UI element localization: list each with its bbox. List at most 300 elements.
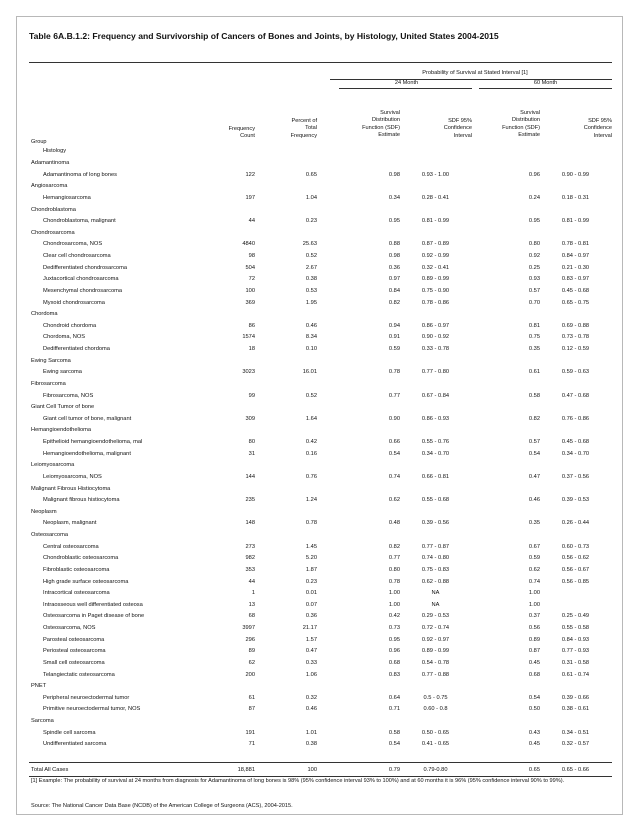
row-sdf60-ci bbox=[540, 716, 611, 728]
group-label: Neoplasm bbox=[31, 508, 57, 515]
table-row bbox=[31, 739, 611, 751]
row-sdf24-ci: 0.86 - 0.93 bbox=[421, 415, 450, 422]
row-sdf24-estimate: 0.83 bbox=[388, 671, 400, 678]
row-sdf24-ci: 0.55 - 0.68 bbox=[421, 497, 450, 504]
row-sdf24-ci: 0.60 - 0.8 bbox=[423, 706, 448, 713]
group-label: PNET bbox=[31, 683, 47, 690]
row-sdf60-estimate: 0.93 bbox=[528, 276, 540, 283]
group-row bbox=[31, 402, 611, 414]
row-sdf24-estimate bbox=[317, 402, 400, 414]
row-sdf60-estimate bbox=[471, 530, 540, 542]
row-sdf24-ci: 0.90 - 0.92 bbox=[421, 334, 450, 341]
row-sdf60-estimate: 0.35 bbox=[528, 346, 540, 352]
group-label: Adamantinoma bbox=[31, 160, 70, 166]
row-sdf24-estimate: 0.36 bbox=[388, 264, 400, 271]
row-sdf60-ci: 0.77 - 0.93 bbox=[561, 648, 590, 655]
row-sdf24-ci: 0.54 - 0.78 bbox=[421, 659, 450, 666]
row-count: 71 bbox=[248, 741, 255, 748]
row-percent bbox=[255, 228, 317, 240]
sdf24-estimate-header: Survival Distribution Function (SDF) Estimate bbox=[362, 110, 400, 139]
row-count: 504 bbox=[245, 264, 255, 271]
row-sdf60-estimate: 0.57 bbox=[528, 439, 540, 445]
row-sdf60-ci: 0.56 - 0.62 bbox=[561, 555, 590, 562]
table-row bbox=[31, 239, 611, 251]
row-percent: 0.42 bbox=[305, 439, 317, 445]
group-row bbox=[31, 205, 611, 217]
group-label: Hemangioendothelioma bbox=[31, 427, 92, 434]
row-sdf60-ci: 0.84 - 0.97 bbox=[561, 253, 590, 259]
total-ci24: 0.79-0.80 bbox=[423, 767, 448, 773]
row-percent: 0.78 bbox=[305, 520, 317, 527]
row-sdf24-ci: 0.41 - 0.65 bbox=[421, 741, 450, 748]
table-row bbox=[31, 216, 611, 228]
row-percent bbox=[255, 379, 317, 391]
group-label: Ewing Sarcoma bbox=[31, 357, 71, 364]
row-sdf24-ci bbox=[400, 379, 471, 391]
row-count: 4840 bbox=[242, 241, 255, 248]
row-percent: 0.23 bbox=[305, 578, 317, 585]
row-sdf24-ci: 0.87 - 0.89 bbox=[421, 241, 450, 248]
row-count: 89 bbox=[248, 648, 255, 655]
row-percent: 0.53 bbox=[305, 287, 317, 294]
row-sdf24-ci: 0.50 - 0.65 bbox=[421, 729, 450, 736]
row-count bbox=[211, 716, 255, 728]
row-sdf24-estimate: 0.88 bbox=[388, 241, 400, 248]
row-sdf24-ci: 0.34 - 0.70 bbox=[421, 450, 450, 457]
row-percent bbox=[255, 484, 317, 496]
row-sdf60-ci bbox=[540, 600, 611, 612]
histology-label: Neoplasm, malignant bbox=[43, 520, 97, 527]
row-sdf24-estimate bbox=[317, 309, 400, 321]
row-sdf60-estimate bbox=[471, 507, 540, 519]
row-sdf60-ci bbox=[540, 309, 611, 321]
row-sdf60-ci: 0.32 - 0.57 bbox=[561, 741, 590, 748]
row-sdf24-estimate: 0.71 bbox=[388, 706, 400, 713]
row-percent: 1.87 bbox=[305, 566, 317, 573]
group-row bbox=[31, 309, 611, 321]
row-percent: 0.38 bbox=[305, 276, 317, 283]
histology-label: Peripheral neuroectodermal tumor bbox=[43, 694, 130, 701]
row-percent: 0.52 bbox=[305, 253, 317, 259]
row-count: 1574 bbox=[242, 334, 255, 341]
histology-label: Fibrosarcoma, NOS bbox=[43, 392, 94, 399]
row-sdf24-ci: 0.67 - 0.84 bbox=[421, 392, 450, 399]
row-sdf60-ci: 0.26 - 0.44 bbox=[561, 520, 590, 527]
row-sdf60-ci: 0.84 - 0.93 bbox=[561, 636, 590, 643]
row-sdf60-ci bbox=[540, 484, 611, 496]
table-row bbox=[31, 588, 611, 600]
histology-label: Leiomyosarcoma, NOS bbox=[43, 473, 102, 480]
row-sdf60-ci: 0.73 - 0.78 bbox=[561, 334, 590, 341]
row-count: 3023 bbox=[242, 369, 255, 376]
group-row bbox=[31, 484, 611, 496]
group-label: Chondrosarcoma bbox=[31, 229, 75, 236]
row-sdf60-estimate: 0.37 bbox=[528, 613, 540, 620]
row-count: 353 bbox=[245, 566, 255, 573]
row-sdf60-estimate: 0.50 bbox=[528, 706, 540, 713]
row-sdf60-estimate: 0.24 bbox=[528, 194, 540, 201]
row-sdf60-ci: 0.45 - 0.68 bbox=[561, 287, 590, 294]
histology-label: Primitive neuroectodermal tumor, NOS bbox=[43, 706, 141, 713]
row-percent bbox=[255, 530, 317, 542]
histology-label: Undifferentiated sarcoma bbox=[43, 741, 107, 748]
row-percent: 0.16 bbox=[305, 450, 317, 457]
row-sdf60-estimate: 0.45 bbox=[528, 741, 540, 748]
row-sdf60-estimate: 0.95 bbox=[528, 218, 540, 225]
title-rule bbox=[29, 62, 612, 63]
month24-rule bbox=[339, 88, 472, 89]
row-percent: 0.46 bbox=[305, 322, 317, 329]
row-sdf24-ci: 0.32 - 0.41 bbox=[421, 264, 450, 271]
row-sdf60-ci bbox=[540, 402, 611, 414]
row-sdf24-estimate: 0.34 bbox=[388, 194, 400, 201]
row-sdf24-ci: 0.66 - 0.81 bbox=[421, 473, 450, 480]
row-count: 61 bbox=[248, 694, 255, 701]
row-sdf24-estimate: 0.54 bbox=[388, 741, 400, 748]
row-sdf24-estimate: 0.59 bbox=[388, 346, 400, 352]
row-sdf24-estimate: 1.00 bbox=[388, 601, 400, 608]
row-sdf24-estimate: 0.91 bbox=[388, 334, 400, 341]
row-sdf60-estimate: 0.96 bbox=[528, 171, 540, 178]
row-sdf24-estimate: 0.80 bbox=[388, 566, 400, 573]
row-count: 144 bbox=[245, 473, 255, 480]
row-count: 86 bbox=[248, 322, 255, 329]
row-count bbox=[211, 681, 255, 693]
histology-label: Malignant fibrous histiocytoma bbox=[43, 497, 120, 504]
row-sdf24-estimate bbox=[317, 716, 400, 728]
table-row bbox=[31, 670, 611, 682]
row-percent: 0.01 bbox=[305, 590, 317, 597]
row-sdf24-ci: 0.92 - 0.99 bbox=[421, 253, 450, 259]
table-row bbox=[31, 600, 611, 612]
row-sdf24-ci: 0.77 - 0.80 bbox=[421, 369, 450, 376]
table-row bbox=[31, 704, 611, 716]
row-sdf24-ci: 0.39 - 0.56 bbox=[421, 520, 450, 527]
table-row bbox=[31, 449, 611, 461]
row-percent: 8.34 bbox=[305, 334, 317, 341]
table-row bbox=[31, 367, 611, 379]
row-sdf60-ci: 0.34 - 0.51 bbox=[561, 729, 590, 736]
row-sdf60-ci: 0.76 - 0.86 bbox=[561, 415, 590, 422]
group-label: Giant Cell Tumor of bone bbox=[31, 404, 95, 411]
row-percent: 0.36 bbox=[305, 613, 317, 620]
row-sdf60-ci: 0.45 - 0.68 bbox=[561, 439, 590, 445]
histology-label: Spindle cell sarcoma bbox=[43, 729, 96, 736]
row-sdf24-estimate: 0.96 bbox=[388, 648, 400, 655]
row-count: 148 bbox=[245, 520, 255, 527]
row-sdf60-estimate bbox=[471, 681, 540, 693]
histology-label: Clear cell chondrosarcoma bbox=[43, 253, 111, 259]
table-row bbox=[31, 611, 611, 623]
row-count: 87 bbox=[248, 706, 255, 713]
table-row bbox=[31, 332, 611, 344]
table-row bbox=[31, 542, 611, 554]
table-row bbox=[31, 553, 611, 565]
row-sdf24-estimate: 0.58 bbox=[388, 729, 400, 736]
row-count: 13 bbox=[248, 601, 255, 608]
group-label: Fibrosarcoma bbox=[31, 380, 66, 387]
table-row bbox=[31, 728, 611, 740]
row-sdf24-ci: 0.62 - 0.88 bbox=[421, 578, 450, 585]
row-count: 62 bbox=[248, 659, 255, 666]
row-sdf60-ci: 0.38 - 0.61 bbox=[561, 706, 590, 713]
row-sdf60-ci bbox=[540, 356, 611, 368]
table-row bbox=[31, 298, 611, 310]
row-sdf60-estimate: 0.87 bbox=[528, 648, 540, 655]
row-percent: 25.63 bbox=[302, 241, 317, 248]
row-percent: 0.07 bbox=[305, 601, 317, 608]
row-sdf60-ci: 0.37 - 0.56 bbox=[561, 473, 590, 480]
table-row bbox=[31, 693, 611, 705]
row-count bbox=[211, 379, 255, 391]
row-sdf24-estimate: 0.78 bbox=[388, 578, 400, 585]
row-count bbox=[211, 181, 255, 193]
row-sdf60-estimate: 0.54 bbox=[528, 694, 540, 701]
histology-label: Adamantinoma of long bones bbox=[43, 171, 117, 178]
histology-label: Chondroid chordoma bbox=[43, 322, 97, 329]
row-percent: 0.46 bbox=[305, 706, 317, 713]
row-sdf24-ci: 0.77 - 0.88 bbox=[421, 671, 450, 678]
row-percent bbox=[255, 181, 317, 193]
row-count: 31 bbox=[248, 450, 255, 457]
row-sdf60-estimate bbox=[471, 402, 540, 414]
histology-label: Ewing sarcoma bbox=[43, 369, 82, 376]
row-count: 80 bbox=[248, 439, 255, 445]
row-sdf24-estimate: 0.82 bbox=[388, 543, 400, 550]
table-row bbox=[31, 263, 611, 275]
row-sdf24-ci: 0.93 - 1.00 bbox=[421, 171, 450, 178]
total-rule-top bbox=[29, 762, 612, 763]
row-count bbox=[211, 205, 255, 217]
row-sdf24-estimate: 0.95 bbox=[388, 636, 400, 643]
table-row bbox=[31, 472, 611, 484]
group-label: Chondroblastoma bbox=[31, 206, 76, 213]
group-label: Osteosarcoma bbox=[31, 532, 68, 538]
row-sdf60-estimate: 0.82 bbox=[528, 415, 540, 422]
row-percent: 21.17 bbox=[302, 625, 317, 631]
row-sdf60-ci: 0.65 - 0.75 bbox=[561, 299, 590, 306]
total-rule-bottom bbox=[29, 776, 612, 777]
total-pct: 100 bbox=[307, 767, 317, 773]
group-row bbox=[31, 507, 611, 519]
row-sdf24-estimate bbox=[317, 158, 400, 170]
row-percent bbox=[255, 309, 317, 321]
row-count bbox=[211, 530, 255, 542]
row-sdf60-estimate: 0.47 bbox=[528, 473, 540, 480]
month24-heading: 24 Month bbox=[394, 80, 419, 86]
table-page bbox=[16, 16, 623, 815]
total-row bbox=[31, 766, 611, 775]
group-row bbox=[31, 716, 611, 728]
row-sdf24-estimate: 0.98 bbox=[388, 253, 400, 259]
histology-label: Central osteosarcoma bbox=[43, 543, 99, 550]
histology-label: Osteosarcoma in Paget disease of bone bbox=[43, 613, 145, 620]
row-count bbox=[211, 402, 255, 414]
row-percent: 0.38 bbox=[305, 741, 317, 748]
pct-total-header: Percent of Total Frequency bbox=[290, 118, 317, 139]
row-sdf24-ci: NA bbox=[431, 590, 440, 597]
row-sdf24-ci bbox=[400, 402, 471, 414]
row-count bbox=[211, 507, 255, 519]
row-sdf60-estimate bbox=[471, 205, 540, 217]
row-sdf60-estimate bbox=[471, 228, 540, 240]
row-sdf24-ci: 0.86 - 0.97 bbox=[421, 322, 450, 329]
row-sdf24-ci: 0.29 - 0.53 bbox=[421, 613, 450, 620]
row-sdf60-estimate: 0.70 bbox=[528, 299, 540, 306]
row-sdf60-estimate bbox=[471, 716, 540, 728]
row-sdf60-ci: 0.12 - 0.59 bbox=[561, 346, 590, 352]
row-sdf60-ci bbox=[540, 588, 611, 600]
row-percent bbox=[255, 158, 317, 170]
row-count: 309 bbox=[245, 415, 255, 422]
row-count: 122 bbox=[245, 171, 255, 178]
histology-label: Intraosseous well differentiated osteosa bbox=[43, 601, 143, 608]
row-sdf24-estimate: 0.64 bbox=[388, 694, 400, 701]
row-sdf24-estimate bbox=[317, 205, 400, 217]
row-count: 982 bbox=[245, 555, 255, 562]
row-sdf24-estimate: 0.42 bbox=[388, 613, 400, 620]
group-label: Sarcoma bbox=[31, 718, 54, 724]
row-sdf60-ci bbox=[540, 425, 611, 437]
table-row bbox=[31, 623, 611, 635]
row-sdf24-estimate: 0.84 bbox=[388, 287, 400, 294]
row-sdf60-estimate: 0.25 bbox=[528, 264, 540, 271]
row-sdf60-ci bbox=[540, 379, 611, 391]
table-row bbox=[31, 414, 611, 426]
histology-label: Hemangioendothelioma, malignant bbox=[43, 450, 131, 457]
total-ci60: 0.65 - 0.66 bbox=[561, 767, 590, 773]
row-sdf60-estimate: 0.67 bbox=[528, 543, 540, 550]
histology-label: Small cell osteosarcoma bbox=[43, 659, 105, 666]
row-sdf60-estimate: 0.54 bbox=[528, 450, 540, 457]
row-count: 200 bbox=[245, 671, 255, 678]
row-count: 296 bbox=[245, 636, 255, 643]
histology-label: Juxtacortical chondrosarcoma bbox=[43, 276, 119, 283]
row-sdf60-ci: 0.34 - 0.70 bbox=[561, 450, 590, 457]
row-sdf60-estimate: 0.92 bbox=[528, 253, 540, 259]
group-label: Angiosarcoma bbox=[31, 183, 68, 190]
prob-survival-heading: Probability of Survival at Stated Interval [1] bbox=[422, 70, 528, 76]
row-sdf60-ci: 0.69 - 0.88 bbox=[561, 322, 590, 329]
row-percent: 1.24 bbox=[305, 497, 317, 504]
row-sdf60-ci bbox=[540, 681, 611, 693]
histology-label: Dedifferentiated chondrosarcoma bbox=[43, 264, 127, 271]
row-count: 68 bbox=[248, 613, 255, 620]
group-row bbox=[31, 181, 611, 193]
table-row bbox=[31, 344, 611, 356]
group-row bbox=[31, 460, 611, 472]
row-percent: 0.65 bbox=[305, 171, 317, 178]
row-sdf24-ci bbox=[400, 181, 471, 193]
row-sdf60-estimate: 0.57 bbox=[528, 287, 540, 294]
row-count: 44 bbox=[248, 578, 255, 585]
group-row bbox=[31, 228, 611, 240]
group-label: Chordoma bbox=[31, 311, 58, 318]
histology-label: Chondroblastoma, malignant bbox=[43, 218, 116, 225]
row-count: 100 bbox=[245, 287, 255, 294]
row-percent: 1.06 bbox=[305, 671, 317, 678]
row-count bbox=[211, 158, 255, 170]
row-sdf60-ci: 0.78 - 0.81 bbox=[561, 241, 590, 248]
row-sdf24-ci: 0.77 - 0.87 bbox=[421, 543, 450, 550]
row-sdf60-estimate: 0.56 bbox=[528, 625, 540, 631]
row-count: 191 bbox=[245, 729, 255, 736]
table-row bbox=[31, 286, 611, 298]
row-percent: 0.33 bbox=[305, 659, 317, 666]
row-sdf24-ci bbox=[400, 507, 471, 519]
row-sdf24-ci bbox=[400, 356, 471, 368]
row-sdf24-ci bbox=[400, 228, 471, 240]
table-row bbox=[31, 321, 611, 333]
table-row bbox=[31, 170, 611, 182]
row-count: 235 bbox=[245, 497, 255, 504]
row-sdf24-estimate: 0.48 bbox=[388, 520, 400, 527]
row-sdf60-estimate: 0.46 bbox=[528, 497, 540, 504]
row-sdf24-estimate bbox=[317, 379, 400, 391]
row-sdf60-ci: 0.56 - 0.85 bbox=[561, 578, 590, 585]
row-sdf24-ci: 0.5 - 0.75 bbox=[423, 694, 448, 701]
row-sdf60-estimate bbox=[471, 484, 540, 496]
row-sdf24-estimate: 0.77 bbox=[388, 392, 400, 399]
row-sdf60-estimate: 0.43 bbox=[528, 729, 540, 736]
sdf60-estimate-header: Survival Distribution Function (SDF) Estimate bbox=[502, 110, 540, 139]
histology-label: Dedifferentiated chordoma bbox=[43, 346, 110, 352]
row-sdf24-estimate: 0.78 bbox=[388, 369, 400, 376]
row-sdf24-estimate: 0.82 bbox=[388, 299, 400, 306]
total-label: Total All Cases bbox=[31, 767, 69, 773]
row-sdf60-estimate: 0.61 bbox=[528, 369, 540, 376]
row-sdf60-ci: 0.21 - 0.30 bbox=[561, 264, 590, 271]
row-sdf24-ci bbox=[400, 205, 471, 217]
row-count bbox=[211, 425, 255, 437]
histology-label: Intracortical osteosarcoma bbox=[43, 590, 110, 597]
histology-label: Epithelioid hemangioendothelioma, mal bbox=[43, 439, 143, 445]
row-sdf24-estimate: 0.54 bbox=[388, 450, 400, 457]
row-sdf24-ci: 0.89 - 0.99 bbox=[421, 648, 450, 655]
row-sdf24-ci bbox=[400, 460, 471, 472]
row-sdf24-estimate bbox=[317, 181, 400, 193]
total-s60: 0.65 bbox=[528, 767, 540, 773]
row-percent bbox=[255, 716, 317, 728]
row-percent: 1.57 bbox=[305, 636, 317, 643]
table-row bbox=[31, 658, 611, 670]
row-percent bbox=[255, 402, 317, 414]
row-sdf60-ci: 0.18 - 0.31 bbox=[561, 194, 590, 201]
row-sdf60-ci bbox=[540, 205, 611, 217]
row-sdf24-ci bbox=[400, 484, 471, 496]
group-row bbox=[31, 158, 611, 170]
group-row bbox=[31, 356, 611, 368]
row-sdf24-estimate: 0.90 bbox=[388, 415, 400, 422]
histology-header: Histology bbox=[43, 148, 67, 154]
group-row bbox=[31, 530, 611, 542]
row-sdf60-estimate bbox=[471, 460, 540, 472]
table-row bbox=[31, 577, 611, 589]
row-sdf24-estimate bbox=[317, 228, 400, 240]
row-percent: 1.01 bbox=[305, 729, 317, 736]
row-sdf60-ci: 0.55 - 0.58 bbox=[561, 625, 590, 631]
group-row bbox=[31, 425, 611, 437]
row-percent: 5.20 bbox=[305, 555, 317, 562]
row-sdf24-ci bbox=[400, 309, 471, 321]
table-row bbox=[31, 251, 611, 263]
histology-label: Osteosarcoma, NOS bbox=[43, 625, 96, 631]
row-sdf24-estimate: 0.68 bbox=[388, 659, 400, 666]
row-sdf60-ci bbox=[540, 530, 611, 542]
row-count bbox=[211, 228, 255, 240]
row-sdf24-ci: 0.28 - 0.41 bbox=[421, 194, 450, 201]
row-sdf60-estimate bbox=[471, 158, 540, 170]
